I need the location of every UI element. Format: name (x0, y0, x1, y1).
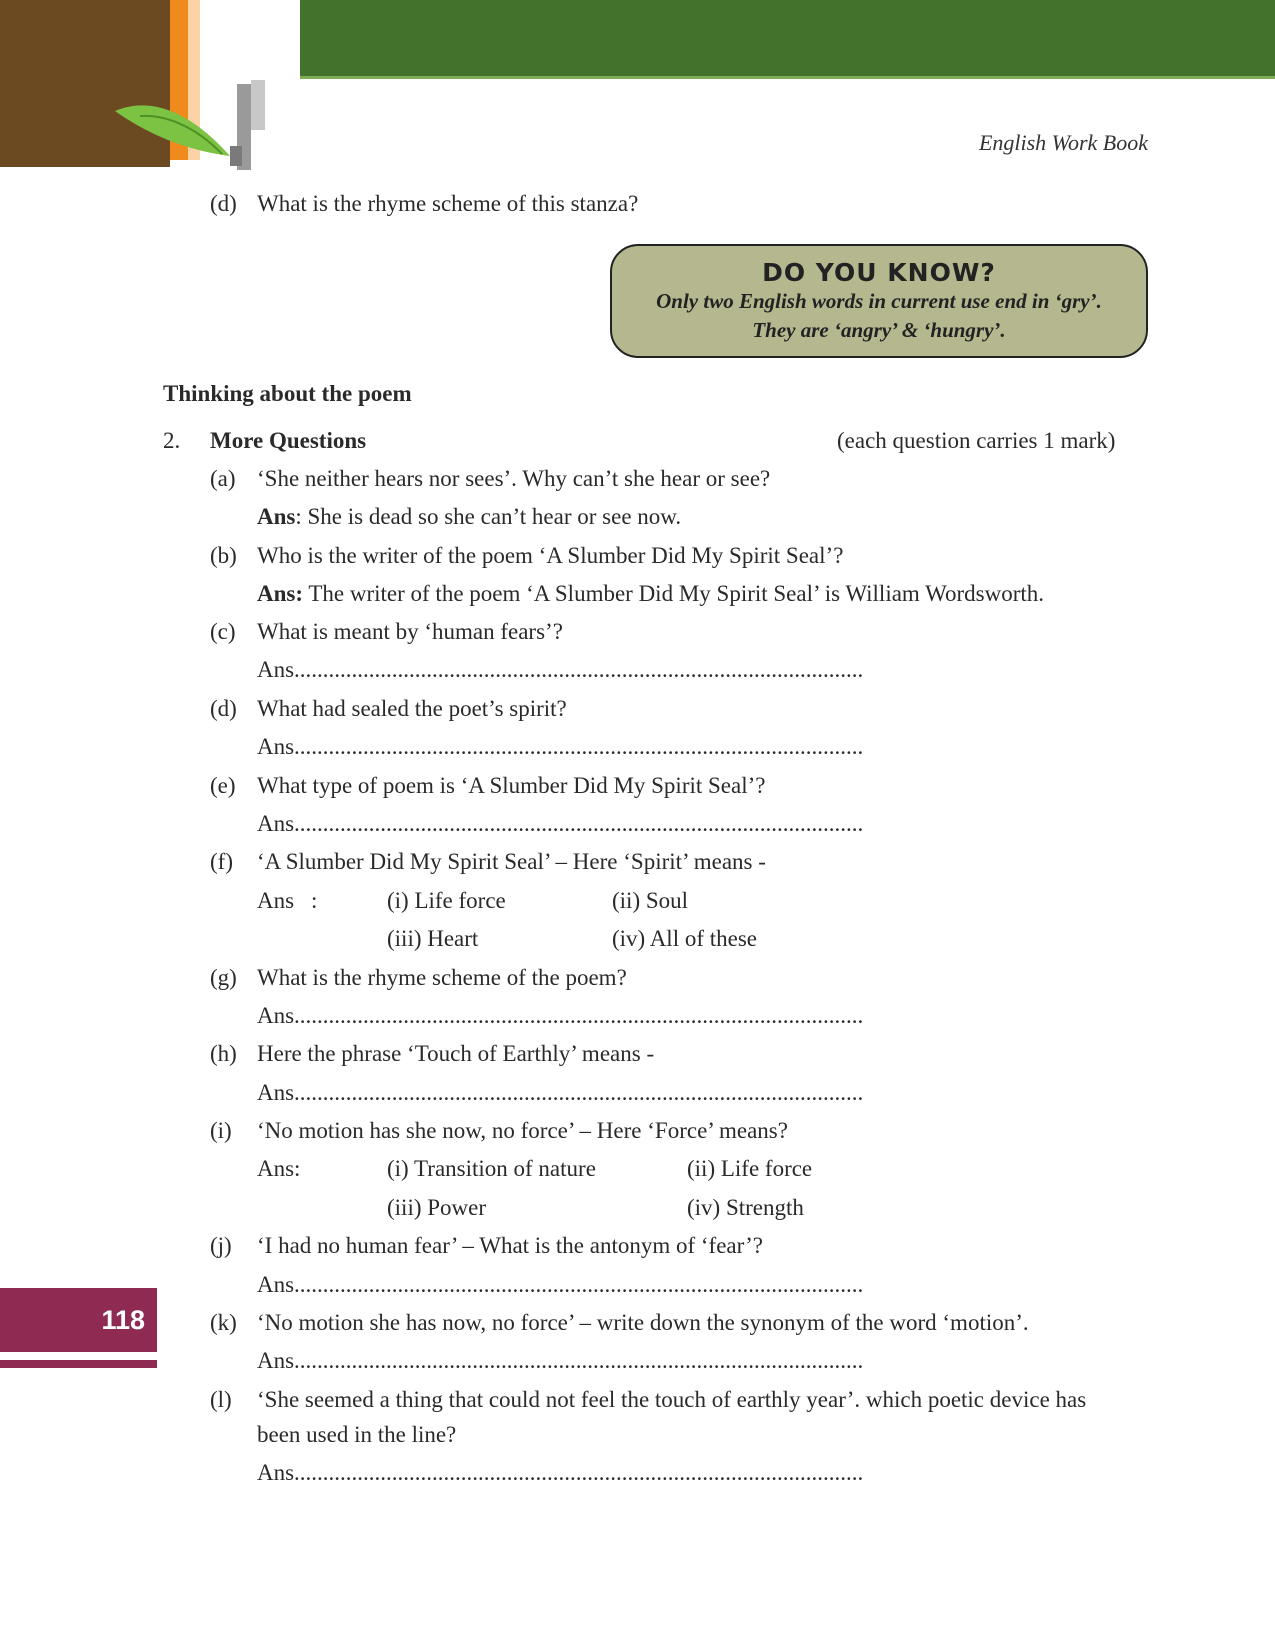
section-heading: Thinking about the poem (163, 381, 412, 406)
leaf-pen-illustration (110, 76, 300, 176)
question-j-text: ‘I had no human fear’ – What is the antonym of ‘fear’? (257, 1233, 764, 1258)
answer-d-blank[interactable]: Ans................................................................................................... (257, 734, 864, 759)
question-d-text: What had sealed the poet’s spirit? (257, 696, 567, 721)
intro-question-text: What is the rhyme scheme of this stanza? (257, 191, 639, 216)
question-k-label: (k) (210, 1310, 237, 1335)
question-b-text: Who is the writer of the poem ‘A Slumber Did My Spirit Seal’? (257, 543, 844, 568)
intro-question-label: (d) (210, 191, 237, 216)
answer-l-blank[interactable]: Ans................................................................................................... (257, 1460, 864, 1485)
answer-f-label: Ans (257, 888, 295, 913)
question-j-label: (j) (210, 1233, 232, 1258)
callout-title: DO YOU KNOW? (762, 258, 996, 287)
section-marks: (each question carries 1 mark) (837, 428, 1116, 453)
question-e-label: (e) (210, 773, 236, 798)
answer-h-blank[interactable]: Ans................................................................................................... (257, 1080, 864, 1105)
answer-a-label: Ans (257, 504, 296, 529)
answer-e-blank[interactable]: Ans................................................................................................... (257, 811, 864, 836)
option-f-4[interactable]: (iv) All of these (612, 926, 757, 951)
question-i-text: ‘No motion has she now, no force’ – Here ‘Force’ means? (257, 1118, 788, 1143)
question-k-text: ‘No motion she has now, no force’ – write down the synonym of the word ‘motion’. (257, 1310, 1029, 1335)
do-you-know-callout (610, 244, 1148, 358)
section-number: 2. (163, 428, 181, 453)
answer-a-text: : She is dead so she can’t hear or see now. (295, 504, 682, 529)
question-e-text: What type of poem is ‘A Slumber Did My Spirit Seal’? (257, 773, 766, 798)
question-c-label: (c) (210, 619, 236, 644)
question-a-text: ‘She neither hears nor sees’. Why can’t she hear or see? (257, 466, 771, 491)
answer-b-label: Ans: (257, 581, 304, 606)
question-l-text-line-2: been used in the line? (257, 1422, 457, 1447)
question-d-label: (d) (210, 696, 237, 721)
option-i-2[interactable]: (ii) Life force (687, 1156, 813, 1181)
callout-line-2: They are ‘angry’ & ‘hungry’. (752, 318, 1006, 342)
question-h-label: (h) (210, 1041, 237, 1066)
page-number: 118 (0, 1288, 157, 1352)
callout-line-1: Only two English words in current use end in ‘gry’. (656, 289, 1102, 313)
question-f-text: ‘A Slumber Did My Spirit Seal’ – Here ‘Spirit’ means - (257, 849, 766, 874)
question-f-label: (f) (210, 849, 233, 874)
answer-i-label: Ans: (257, 1156, 301, 1181)
question-h-text: Here the phrase ‘Touch of Earthly’ means - (257, 1041, 655, 1066)
option-i-4[interactable]: (iv) Strength (687, 1195, 804, 1220)
option-i-1[interactable]: (i) Transition of nature (387, 1156, 596, 1181)
option-f-1[interactable]: (i) Life force (387, 888, 506, 913)
header-green-line (300, 76, 1275, 79)
running-head: English Work Book (978, 130, 1148, 155)
question-l-label: (l) (210, 1387, 232, 1412)
question-c-text: What is meant by ‘human fears’? (257, 619, 563, 644)
answer-f-colon: : (311, 888, 318, 913)
question-a-label: (a) (210, 466, 236, 491)
header-green-bar (300, 0, 1275, 76)
option-i-3[interactable]: (iii) Power (387, 1195, 487, 1220)
answer-a (257, 502, 681, 532)
question-l-text-line-1: ‘She seemed a thing that could not feel the touch of earthly year’. which poetic device has (257, 1387, 1087, 1412)
option-f-2[interactable]: (ii) Soul (612, 888, 689, 913)
answer-b-text: The writer of the poem ‘A Slumber Did My Spirit Seal’ is William Wordsworth. (303, 581, 1045, 606)
question-g-label: (g) (210, 965, 237, 990)
question-g-text: What is the rhyme scheme of the poem? (257, 965, 627, 990)
answer-b (257, 579, 1044, 609)
question-i-label: (i) (210, 1118, 232, 1143)
section-title: More Questions (210, 428, 367, 453)
page-tab-underline (0, 1360, 157, 1368)
answer-g-blank[interactable]: Ans................................................................................................... (257, 1003, 864, 1028)
question-b-label: (b) (210, 543, 237, 568)
answer-c-blank[interactable]: Ans................................................................................................... (257, 657, 864, 682)
answer-k-blank[interactable]: Ans................................................................................................... (257, 1348, 864, 1373)
option-f-3[interactable]: (iii) Heart (387, 926, 479, 951)
answer-j-blank[interactable]: Ans................................................................................................... (257, 1272, 864, 1297)
